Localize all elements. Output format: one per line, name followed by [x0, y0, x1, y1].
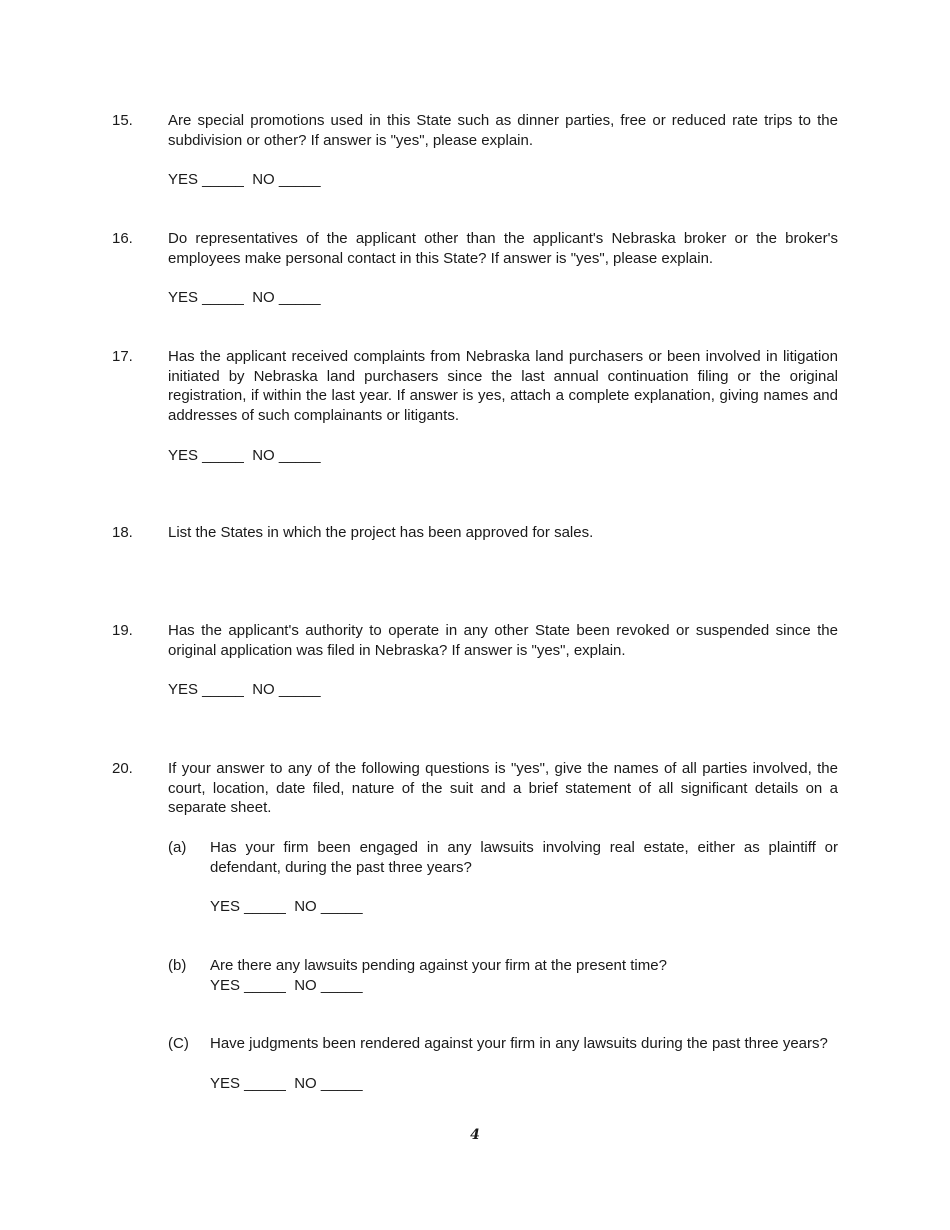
question-text: Has the applicant's authority to operate in any other State been revoked or suspended since the original application was filed in Nebraska? If answer is "yes", explain. [168, 622, 838, 659]
question-15 [112, 111, 838, 190]
question-19 [112, 621, 838, 700]
question-text: Do representatives of the applicant other than the applicant's Nebraska broker or the broker's employees make personal contact in this State? If answer is "yes", please explain. [168, 230, 838, 267]
question-16 [112, 229, 838, 308]
sub-question-text: Has your firm been engaged in any lawsuits involving real estate, either as plaintiff or defendant, during the past three years? [210, 839, 838, 876]
question-number: 20. [112, 760, 133, 777]
sub-question-a [168, 838, 838, 917]
sub-question-label: (a) [168, 839, 187, 856]
question-number: 19. [112, 622, 133, 639]
question-number: 16. [112, 230, 133, 247]
yes-no-answer-line: YES _____ NO _____ [168, 446, 321, 464]
sub-question-text: Are there any lawsuits pending against your firm at the present time? [210, 957, 667, 974]
yes-no-answer-line: YES _____ NO _____ [168, 289, 321, 307]
yes-no-answer-line: YES _____ NO _____ [168, 171, 321, 189]
question-number: 15. [112, 112, 133, 129]
question-18 [112, 523, 838, 543]
question-text: Are special promotions used in this State such as dinner parties, free or reduced rate trips to the subdivision or other? If answer is "yes", please explain. [168, 112, 838, 149]
sub-question-label: (b) [168, 957, 187, 974]
sub-question-text: Have judgments been rendered against your firm in any lawsuits during the past three years? [210, 1035, 828, 1052]
yes-no-answer-line: YES _____ NO _____ [168, 681, 321, 699]
question-number: 17. [112, 348, 133, 365]
yes-no-answer-line: YES _____ NO _____ [210, 1074, 363, 1092]
question-20 [112, 759, 838, 818]
sub-question-c [168, 1034, 838, 1093]
sub-question-b [168, 956, 838, 995]
yes-no-answer-line: YES _____ NO _____ [210, 898, 363, 916]
yes-no-answer-line: YES _____ NO _____ [210, 976, 363, 994]
question-text: Has the applicant received complaints from Nebraska land purchasers or been involved in litigation initiated by Nebraska land purchasers since the last annual continuation filing or the original registration, if within the last year. If answer is yes, attach a complete explanation, giving names and addresses of such complainants or litigants. [168, 348, 838, 425]
question-text: List the States in which the project has been approved for sales. [168, 524, 594, 541]
sub-question-label: (C) [168, 1035, 189, 1052]
question-number: 18. [112, 524, 133, 541]
question-17 [112, 347, 838, 466]
page-number: 4 [470, 1127, 480, 1143]
question-text: If your answer to any of the following questions is "yes", give the names of all parties involved, the court, location, date filed, nature of the suit and a brief statement of all significant details on a separate sheet. [168, 760, 838, 817]
